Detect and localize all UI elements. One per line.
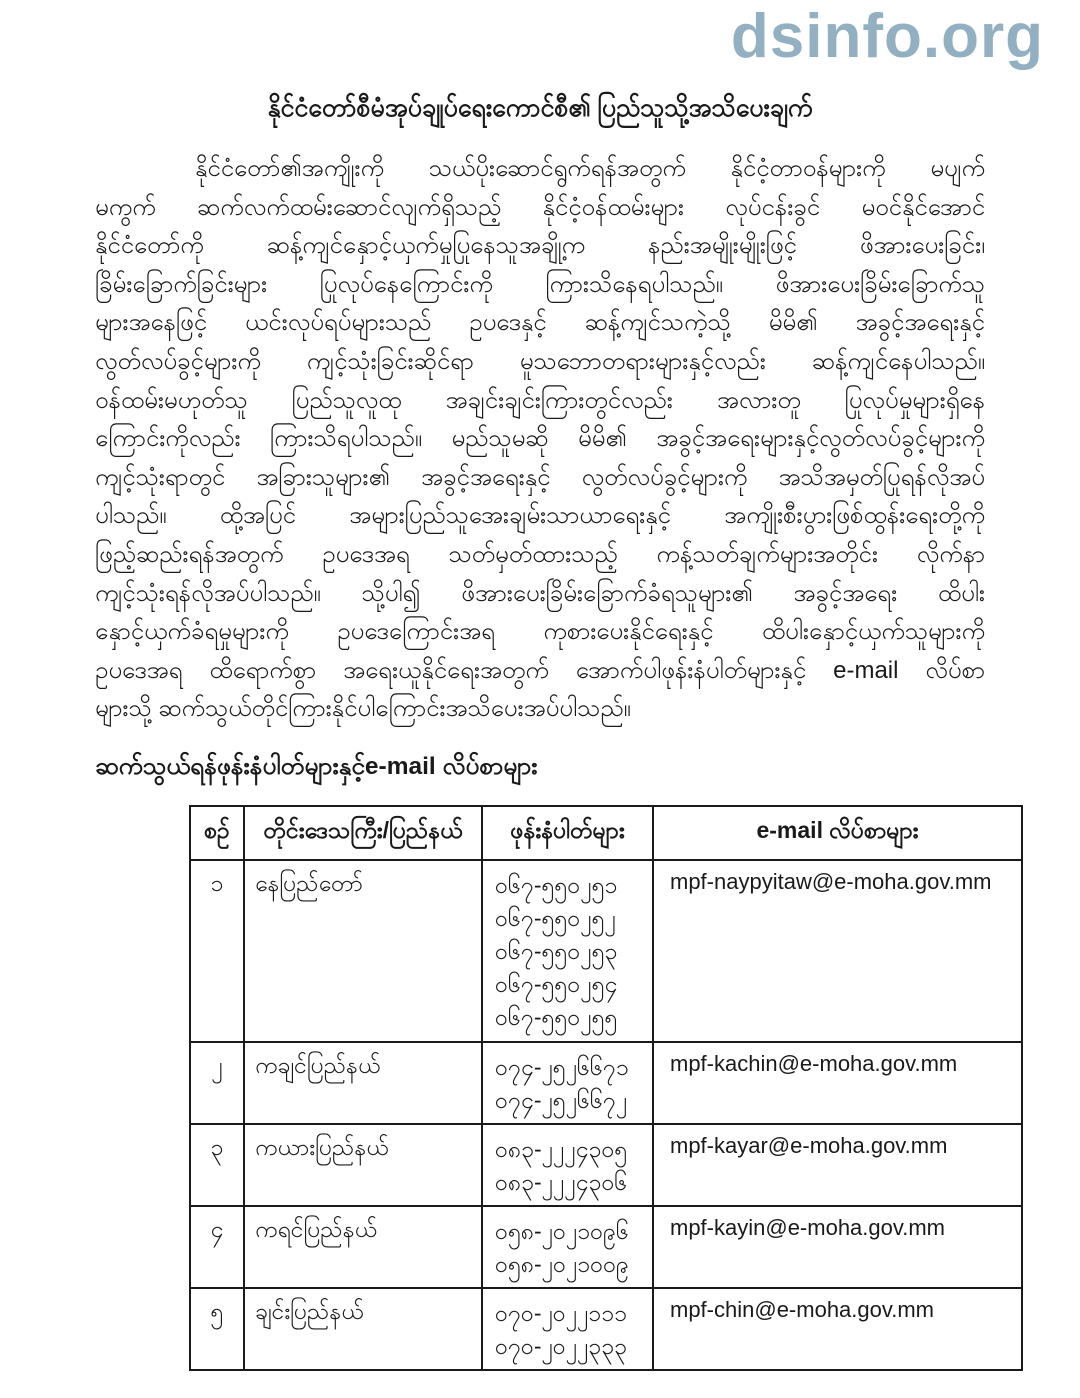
announcement-body <box>95 150 985 729</box>
phone-number: ၀၇၀-၂၀၂၂၁၁၁ <box>495 1300 628 1326</box>
cell-region-state: နေပြည်တော် <box>244 860 482 1042</box>
cell-region-state: ချင်းပြည်နယ် <box>244 1288 482 1370</box>
body-line: ဥပဒေအရ ထိရောက်စွာ အရေးယူနိုင်ရေးအတွက် အောက်ပါဖုန်းနံပါတ်များနှင့် e-mail လိပ်စာ <box>95 656 985 684</box>
table-row-kayin <box>190 1206 1022 1288</box>
cell-email-address: mpf-kayin@e-moha.gov.mm <box>653 1206 1022 1288</box>
table-row-kayar <box>190 1124 1022 1206</box>
table-row-chin <box>190 1288 1022 1370</box>
cell-phone-numbers <box>482 1042 653 1124</box>
cell-serial-no: ၁ <box>190 860 244 1042</box>
contact-table-body <box>190 860 1022 1370</box>
body-line: ဝန်ထမ်းမဟုတ်သူ ပြည်သူလူထု အချင်းချင်းကြားတွင်လည်း အလားတူ ပြုလုပ်မှုများရှိနေ <box>95 386 985 414</box>
body-line: ကျင့်သုံးရန်လိုအပ်ပါသည်။ သို့ပါ၍ ဖိအားပေးခြိမ်းခြောက်ခံရသူများ၏ အခွင့်အရေး ထိပါး <box>95 579 985 607</box>
document-title: နိုင်ငံတော်စီမံအုပ်ချုပ်ရေးကောင်စီ၏ ပြည်သူသို့အသိပေးချက် <box>267 94 813 122</box>
cell-phone-numbers <box>482 860 653 1042</box>
phone-number: ၀၅၈-၂၀၂၁၀၉၆ <box>495 1218 629 1244</box>
header-serial-no: စဉ် <box>190 806 244 860</box>
body-line: ကျင့်သုံးရာတွင် အခြားသူများ၏ အခွင့်အရေးနှင့် လွတ်လပ်ခွင့်များကို အသိအမှတ်ပြုရန်လိုအပ် <box>95 463 985 491</box>
body-line: များသို့ ဆက်သွယ်တိုင်ကြားနိုင်ပါကြောင်းအသိပေးအပ်ပါသည်။ <box>95 695 631 723</box>
cell-serial-no: ၄ <box>190 1206 244 1288</box>
table-row-kachin <box>190 1042 1022 1124</box>
cell-region-state: ကယားပြည်နယ် <box>244 1124 482 1206</box>
phone-number: ၀၈၃-၂၂၂၄၃၀၆ <box>495 1169 628 1195</box>
phone-number: ၀၆၇-၅၅၀၂၅၂ <box>495 905 616 931</box>
phone-number: ၀၇၄-၂၅၂၆၆၇၂ <box>495 1087 628 1113</box>
cell-region-state: ကရင်ပြည်နယ် <box>244 1206 482 1288</box>
body-line: နိုင်ငံတော်၏အကျိုးကို သယ်ပိုးဆောင်ရွက်ရန်အတွက် နိုင်ငံ့တာဝန်များကို မပျက် <box>195 155 985 182</box>
body-line: များအနေဖြင့် ယင်းလုပ်ရပ်များသည် ဥပဒေနှင့် ဆန့်ကျင်သကဲ့သို့ မိမိ၏ အခွင့်အရေးနှင့် <box>95 309 985 337</box>
body-line: ဖြည့်ဆည်းရန်အတွက် ဥပဒေအရ သတ်မှတ်ထားသည့် ကန့်သတ်ချက်များအတိုင်း လိုက်နာ <box>95 540 985 568</box>
contact-table <box>189 805 1023 1371</box>
cell-serial-no: ၂ <box>190 1042 244 1124</box>
phone-number: ၀၇၀-၂၀၂၂၃၃၃ <box>495 1333 628 1359</box>
body-line: ပါသည်။ ထို့အပြင် အများပြည်သူအေးချမ်းသာယာရေးနှင့် အကျိုးစီးပွားဖြစ်ထွန်းရေးတို့ကို <box>95 502 985 530</box>
header-email-addresses: e-mail လိပ်စာများ <box>653 806 1022 860</box>
phone-number: ၀၅၈-၂၀၂၁၀၀၉ <box>495 1251 629 1277</box>
phone-number: ၀၆၇-၅၅၀၂၅၅ <box>495 1004 618 1030</box>
cell-email-address: mpf-chin@e-moha.gov.mm <box>653 1288 1022 1370</box>
phone-number: ၀၇၄-၂၅၂၆၆၇၁ <box>495 1054 629 1080</box>
cell-serial-no: ၅ <box>190 1288 244 1370</box>
cell-email-address: mpf-kachin@e-moha.gov.mm <box>653 1042 1022 1124</box>
phone-number: ၀၆၇-၅၅၀၂၅၃ <box>495 938 618 964</box>
body-line: ကြောင်းကိုလည်း ကြားသိရပါသည်။ မည်သူမဆို မိမိ၏ အခွင့်အရေးများနှင့်လွတ်လပ်ခွင့်များကို <box>95 425 985 453</box>
dsinfo-org-watermark: dsinfo.org <box>730 2 1044 71</box>
header-phone-numbers: ဖုန်းနံပါတ်များ <box>482 806 653 860</box>
body-line: လွတ်လပ်ခွင့်များကို ကျင့်သုံးခြင်းဆိုင်ရာ မူသဘောတရားများနှင့်လည်း ဆန့်ကျင်နေပါသည်။ <box>95 347 985 375</box>
body-line: မကွက် ဆက်လက်ထမ်းဆောင်လျက်ရှိသည့် နိုင်ငံ့ဝန်ထမ်းများ လုပ်ငန်းခွင် မဝင်နိုင်အောင် <box>95 193 985 221</box>
table-header-row <box>190 806 1022 860</box>
cell-serial-no: ၃ <box>190 1124 244 1206</box>
phone-number: ၀၈၃-၂၂၂၄၃၀၅ <box>495 1136 628 1162</box>
body-line: နိုင်ငံတော်ကို ဆန့်ကျင်နှောင့်ယှက်မှုပြုနေသူအချို့က နည်းအမျိုးမျိုးဖြင့် ဖိအားပေးခြင်း၊ <box>95 232 985 260</box>
cell-phone-numbers <box>482 1124 653 1206</box>
phone-number: ၀၆၇-၅၅၀၂၅၄ <box>495 971 618 997</box>
cell-phone-numbers <box>482 1288 653 1370</box>
cell-region-state: ကချင်ပြည်နယ် <box>244 1042 482 1124</box>
cell-email-address: mpf-naypyitaw@e-moha.gov.mm <box>653 860 1022 1042</box>
body-line: နှောင့်ယှက်ခံရမှုများကို ဥပဒေကြောင်းအရ ကုစားပေးနိုင်ရေးနှင့် ထိပါးနှောင့်ယှက်သူများကို <box>95 618 985 646</box>
cell-phone-numbers <box>482 1206 653 1288</box>
table-row-naypyitaw <box>190 860 1022 1042</box>
phone-number: ၀၆၇-၅၅၀၂၅၁ <box>495 872 618 898</box>
header-region-state: တိုင်းဒေသကြီး/ပြည်နယ် <box>244 806 482 860</box>
contact-section-heading: ဆက်သွယ်ရန်ဖုန်းနံပါတ်များနှင့်e-mail လိပ်စာများ <box>95 753 538 780</box>
body-line: ခြိမ်းခြောက်ခြင်းများ ပြုလုပ်နေကြောင်းကို ကြားသိနေရပါသည်။ ဖိအားပေးခြိမ်းခြောက်သူ <box>95 270 985 298</box>
cell-email-address: mpf-kayar@e-moha.gov.mm <box>653 1124 1022 1206</box>
